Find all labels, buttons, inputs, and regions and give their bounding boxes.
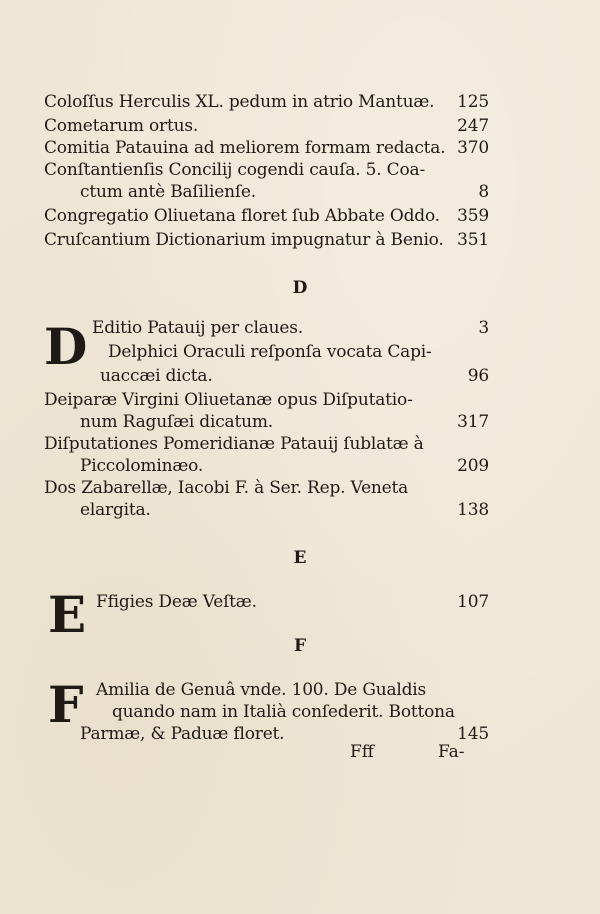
section-letter-d: D	[292, 278, 308, 298]
page-number: 359	[457, 206, 489, 226]
index-entry	[44, 390, 489, 410]
entry-text: Coloſſus Herculis XL. pedum in atrio Mantuæ.	[44, 92, 435, 112]
page-number: 8	[478, 182, 489, 202]
signature-mark: Fff	[350, 742, 374, 762]
index-entry	[112, 702, 489, 722]
index-entry	[44, 230, 489, 250]
entry-text: num Raguſæi dicatum.	[80, 412, 273, 432]
index-entry	[92, 318, 489, 338]
entry-text: Deiparæ Virgini Oliuetanæ opus Diſputatio-	[44, 390, 413, 410]
entry-text: Piccolominæo.	[80, 456, 204, 476]
index-entry	[44, 92, 489, 112]
entry-text: Parmæ, & Paduæ floret.	[80, 724, 285, 744]
entry-text: Congregatio Oliuetana floret ſub Abbate Oddo.	[44, 206, 440, 226]
section-letter-e: E	[293, 548, 307, 568]
page-number: 107	[457, 592, 489, 612]
page-number: 209	[457, 456, 489, 476]
index-entry	[80, 724, 489, 744]
page-number: 370	[457, 138, 489, 158]
index-entry	[44, 434, 489, 454]
dropcap-f: F	[48, 675, 84, 734]
entry-text: Diſputationes Pomeridianæ Patauij ſublatæ à	[44, 434, 424, 454]
index-entry	[44, 116, 489, 136]
entry-text: Delphici Oraculi reſponſa vocata Capi-	[108, 342, 432, 362]
entry-text: Amilia de Genuâ vnde. 100. De Gualdis	[96, 680, 427, 700]
index-entry	[100, 366, 489, 386]
entry-text: Conſtantienſis Concilij cogendi cauſa. 5. Coa-	[44, 160, 425, 180]
entry-text: Editio Patauij per claues.	[92, 318, 303, 338]
entry-text: Ffigies Deæ Veſtæ.	[96, 592, 257, 612]
page-number: 317	[457, 412, 489, 432]
page-number: 125	[457, 92, 489, 112]
catchword: Fa-	[438, 742, 465, 762]
index-entry	[96, 680, 489, 700]
index-entry	[80, 412, 489, 432]
page-number: 351	[457, 230, 489, 250]
index-entry	[44, 478, 489, 498]
index-entry	[80, 456, 489, 476]
entry-text: uaccæi dicta.	[100, 366, 213, 386]
section-letter-f: F	[293, 636, 307, 656]
index-entry	[80, 500, 489, 520]
index-entry	[44, 206, 489, 226]
page-number: 145	[457, 724, 489, 744]
entry-text: Comitia Patauina ad meliorem formam redacta.	[44, 138, 446, 158]
entry-text: quando nam in Italià conſederit. Bottona	[112, 702, 455, 722]
page-number: 96	[467, 366, 489, 386]
entry-text: Cruſcantium Dictionarium impugnatur à Benio.	[44, 230, 444, 250]
index-entry	[108, 342, 489, 362]
entry-text: elargita.	[80, 500, 151, 520]
entry-text: Dos Zabarellæ, Iacobi F. à Ser. Rep. Veneta	[44, 478, 409, 498]
entry-text: ctum antè Baſilienſe.	[80, 182, 257, 202]
page-number: 3	[478, 318, 489, 338]
dropcap-e: E	[48, 585, 87, 644]
entry-text: Cometarum ortus.	[44, 116, 199, 136]
index-entry	[96, 592, 489, 612]
index-entry	[44, 160, 489, 180]
index-entry	[80, 182, 489, 202]
dropcap-d: D	[44, 317, 88, 376]
index-entry	[44, 138, 489, 158]
page-number: 247	[457, 116, 489, 136]
page-number: 138	[457, 500, 489, 520]
